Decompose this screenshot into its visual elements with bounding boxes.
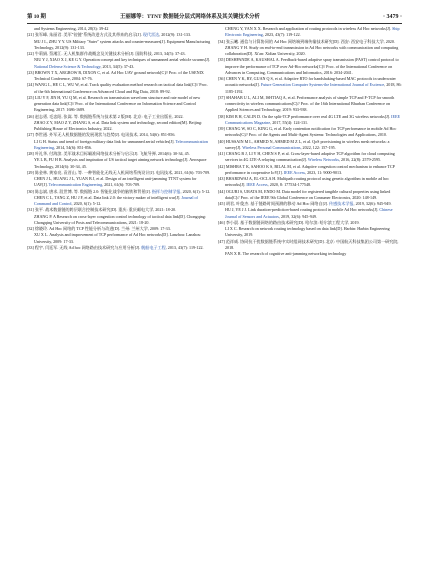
reference-link[interactable]: Telecommunication Engineering (48, 182, 103, 188)
reference-translation (27, 120, 211, 133)
reference-text: [33] 程宇, 闫廷军. 无线 Ad hoc 网络路由技术研究与应用分析[J]. (27, 244, 142, 250)
reference-link[interactable]: Chinese Journal of Sensors and Actuators (225, 207, 393, 219)
reference-entry (218, 239, 402, 252)
reference-link[interactable]: IEEE Access (246, 182, 268, 188)
reference-translation (27, 157, 211, 170)
reference-text-tail: , 2013, 34(5): 37-43. (100, 63, 135, 69)
reference-text: [38] KIM B H, CALIN D. On the split-TCP performance over real 4G LTE and 3G wireless networks[J]. (218, 113, 392, 119)
reference-link[interactable]: 传感技术学报 (328, 201, 354, 206)
reference-entry (218, 151, 402, 164)
reference-link[interactable]: IEEE Communications Magazine (225, 113, 400, 125)
reference-text: [37] SHAHAB U L, ALI M, ISHTIAQ A, et al. Performance analysis of simple TCP and F-TCP for smooth connectivity in wireless communications[C]// Proc. of the 16th International Bhurban Conference on Applied Sciences and Technology, 2019: 933-938. (218, 94, 395, 113)
reference-link[interactable]: 现代雷达 (142, 32, 160, 38)
page-number: · 3479 · (382, 14, 402, 20)
reference-text: [42] MISHRA T K, SAHOO K S, BILAL M, et al. Adaptive congestion control mechanism to enhance TCP performance in cooperative IoV[J]. (218, 163, 395, 175)
reference-translation (27, 57, 211, 70)
reference-text-tail: , 2019, 32(6): 945-949. (353, 201, 392, 206)
reference-text: [26] 赵志勇, 毛忠阳, 张嵩. 等. 数据链系统与技术第 2 版[M]. 北京: 电子工业出版社, 2022. (27, 113, 184, 119)
reference-translation (218, 226, 402, 239)
header-rule (27, 23, 402, 24)
reference-link[interactable]: Ship Electronic Engineering (225, 26, 400, 38)
reference-text: LI X C. Research on network routing technology based on data link[D]. Harbin: Harbin Engineering University, 2019. (225, 226, 390, 238)
reference-translation (27, 39, 211, 52)
reference-entry (218, 164, 402, 177)
reference-text: [39] CHANG W, SO C, KING G, et al. Early contention notification for TCP performance in mobile Ad Hoc networks[C]// Proc. of the Agents and Multi-Agent Systems: Technologies and Applications, 2010. (218, 126, 397, 138)
reference-text: HU J, YE J J. Link duration-prediction-based routing protocol in mobile Ad Hoc networks[J]. (225, 207, 380, 213)
reference-text: [34] 张云曦. 通信与计算协同的 Ad Hoc 网络端到端传输技术研究[D]. 西安: 西安电子科技大学, 2020. (218, 38, 395, 44)
reference-text: YE L B, FU H B. Analysis and inspiration of US tactical target aiming network technology[J]. Aerospace Technology, 2014(6): 30-34, 45. (34, 157, 207, 169)
reference-text: [31] 张平. 战术数据链的跨层联合控制技术研究[D]. 重庆: 重庆邮电大学, 2021: 18-20. (27, 207, 177, 213)
reference-entry (218, 114, 402, 127)
running-title: 王丽娜等：TTNT 数据链分层式网络体系及其关键技术分析 (120, 14, 260, 20)
reference-link[interactable]: IEEE Access (283, 169, 306, 175)
reference-translation (27, 195, 211, 208)
reference-text: [44] OGURI S, URATA M, ENDO M. Data model for registered tangible cultural properties using linked data[C]// Proc. of the IEEE 9th Global Conference on Consumer Electronics, 2020: 148-149. (218, 188, 391, 200)
reference-entry (27, 70, 211, 83)
reference-entry (27, 245, 211, 251)
reference-text-tail: , 2020, 6(1): 5-12. (180, 188, 211, 194)
reference-text: [47] 范祥威. 协同抗干扰数据链系统中实时组网技术研究[D]. 北京: 中国航天科技集团公司第一研究院, 2018. (218, 238, 399, 250)
reference-link[interactable]: Journal of Command and Control (34, 194, 198, 206)
reference-entry (218, 95, 402, 114)
reference-text: CHENG Y, YAN X X. Research and application of routing protocols in wireless Ad Hoc networks[J]. (225, 26, 393, 31)
reference-translation (27, 214, 211, 227)
reference-text-tail: , 2019, 32(6): 945-949. (278, 213, 317, 219)
reference-text: NIU Y J, XIAO X J, KE G Y. Operation concept and key techniques of unmanned aerial vehicle swarms[J]. (34, 57, 211, 63)
reference-link[interactable]: 舰船电子工程 (141, 244, 166, 250)
issue-number: 第 10 期 (27, 14, 46, 20)
reference-text-tail: , 2013, 43(7): 119-122. (165, 244, 204, 250)
references-right-column (218, 26, 402, 257)
reference-text: [21] 张军峰, 朱丽君. 美军"铰链"系统改进方式及其带来的启示[J]. (27, 32, 143, 38)
reference-entry (218, 57, 402, 76)
reference-text: [46] 李小晨. 基于数据链网络的路由技术研究[D]. 哈尔滨: 哈尔滨工程大学, 2019. (218, 219, 360, 225)
reference-text: [27] 李世通. 外军无人机数据链的发展现状与趋势[J]. 电讯技术, 2014, 54(6): 851-856. (27, 132, 176, 138)
reference-text: [25] LIU Y F, JIN H, YU Q M, et al. Research on transmission waveform structure and rate model of new generation data link[C]// Proc. of the International Conference on Information Science and Control Engineering, 2017: 1686-1689. (27, 94, 201, 113)
reference-text-tail: , 2014, 54(6): 851-856. (54, 144, 92, 150)
reference-translation (27, 139, 211, 152)
reference-text: and Systems Engineering, 2014, 28(3): 39-42 (34, 26, 109, 31)
reference-text: [35] DESHPANDE A, KAUSHAL A. Feedback-based adaptive spray transmission (FAST) control protocol to improve the performance of TCP over Ad-Hoc networks[C]// Proc. of the International Conference on Advances in Computing, Communications and Informatics, 2016: 2034-2041. (218, 57, 399, 75)
reference-text-tail: , 2022, 122: 157-195. (300, 144, 336, 150)
reference-text: ZHAO Z Y, MAO Z Y, ZHANG S, et al. Data link system and technology, second edition[M]. Beijing: Publishing House of Electronics Industry, 2022. (34, 119, 203, 131)
reference-entry (27, 82, 211, 95)
reference-link[interactable]: Future Generation Computer Systems-the International Journal of Escience (260, 82, 385, 88)
reference-link[interactable]: Wireless Personal Communications (242, 144, 301, 150)
reference-translation (218, 207, 402, 220)
reference-text: [43] BHARDWAJ A, EL-OCLA H. Multipath routing protocol using genetic algorithm in mobile ad hoc networks[J]. (218, 176, 390, 188)
reference-link[interactable]: Wireless Networks (307, 157, 339, 163)
reference-link[interactable]: Telecommunication Engineering (34, 138, 208, 150)
reference-entry (218, 139, 402, 152)
reference-entry (218, 76, 402, 95)
reference-text: [36] CHEN Y K, RY, GUAN Q S, et al. Adaptive RTO for handshaking-based MAC protocols in underwater acoustic networks[J]. (218, 76, 396, 88)
reference-translation (27, 232, 211, 245)
reference-text-tail: , 2020, 8: 177534-177548. (267, 182, 312, 188)
reference-text: CHEN J L, HUANG J L, YUAN B J, et al. Design of an intelligent anti-jamming TTNT system for UAV[J]. (34, 176, 197, 188)
reference-text: [23] BROWN T X, ARGROW B, DIXON C, et al. Ad Hoc UAV ground network[C]// Proc. of the USENIX Technical Conference, 2004: 67-76. (27, 69, 204, 81)
reference-text-tail: , 2023, 43(7): 119-122. (262, 32, 301, 38)
reference-entry (218, 126, 402, 139)
reference-text-tail: , 2020, 6(1): 5-12. (71, 201, 102, 206)
reference-text-tail: , 2021, 61(6): 703-709. (102, 182, 141, 188)
reference-text-tail: , 2012(9): 131-133. (159, 32, 192, 38)
reference-text: [22] 牛莉娟, 蔡湘江. 无人机集群作战概念及关键技术分析[J]. 国防科技, 2013, 34(5): 37-43. (27, 51, 186, 56)
reference-entry (27, 95, 211, 114)
reference-translation (218, 26, 402, 39)
references-left-column (27, 26, 211, 251)
reference-text: XU X L. Analysis and improvement of TCP performance of Ad Hoc networks[D]. Lanzhou: Lanzhou University, 2009: 17-33. (34, 232, 201, 244)
reference-entry (218, 189, 402, 202)
reference-text: [40] HUSSAIN M L, AHMED N, AHMED M Z L, et al. QoS provisioning in wireless mesh networks: a survey[J]. (218, 138, 390, 150)
reference-translation (218, 45, 402, 58)
reference-text: [30] 陈志斌, 唐求, 段世博, 等. 数据链 2.0: 智能化战争的脑铁和背景[J]. (27, 188, 152, 194)
reference-translation (218, 251, 402, 257)
reference-text: [29] 陈金林, 黄家亮, 袁晋山, 等. 一种智能化无线无人机网络系统设计[J]. 电讯技术, 2021, 61(6): 703-709. (27, 169, 211, 175)
reference-text: [45] 胡君, 叶俊杰. 基于链路时间预测的移动 Ad Hoc 网络自[J]. (218, 201, 329, 206)
reference-text: MU J L, ZHU Y Y. US Military "Suter" system attacks and counter-measures[J]. Equipment Manufacturing Technology, 2012(9): 131-133. (34, 38, 211, 50)
reference-text-tail: , 2018, 86: 1185-1192. (225, 82, 402, 94)
reference-link[interactable]: National Defense Science & Technology (34, 63, 101, 69)
reference-text: [24] WANG L, HE C L, WU W, et al. Track quality evaluation method research on tactical data link[C]// Proc. of the 6th International Conference on Advanced Cloud and Big Data, 2018: 89-92. (27, 82, 208, 94)
reference-text: ZHANG Y H. Study on end-to-end transmission in Ad Hoc networks with communication and computing collaboration[D]. Xi'an: Xidian University, 2020. (225, 44, 399, 56)
reference-text: [32] 徐晓玲. Ad Hoc 网络的 TCP 性能分析与改进[D]. 兰州: 兰州大学, 2009: 17-33. (27, 226, 171, 231)
running-header (27, 12, 402, 22)
reference-text-tail: , 2017, 55(4): 124-131. (270, 119, 309, 125)
reference-text: FAN X R. The research of cognitive anti-jamming networking technology (225, 251, 347, 256)
reference-text-tail: , 2016, 22(8): 2579-2595. (339, 157, 382, 163)
reference-translation (27, 176, 211, 189)
reference-link[interactable]: 指挥与控制学报 (151, 188, 181, 194)
reference-text: LI G H. Status and trend of foreign military data link for unmanned aerial vehicles[J]. (34, 138, 176, 144)
reference-text: CHEN C L, TANG Z, HU J F, et al. Data link 2.0: the victory maker of intelligent war[J]. (34, 194, 182, 200)
reference-text: ZHANG P. A Research on cross-layer congestion control technology of tactical data link[D]. Chongqing: Chongqing University of Posts and Telecommunications, 2021: 18-20. (34, 213, 207, 225)
reference-text: [28] 叶礼华, 付海滨. 美军战术目标瞄准网络技术分析与启示[J]. 飞航导弹, 2014(6): 30-34, 45. (27, 151, 190, 156)
reference-text: [41] CHANG B J, LI Y H, CHEN S P, et al. Cross-layer-based adaptive TCP algorithm for cloud computing services in 4G LTE-A relaying communication[J]. (218, 151, 395, 163)
reference-entry (218, 176, 402, 189)
reference-text-tail: , 2023, 11: 9000-9013. (305, 169, 343, 175)
